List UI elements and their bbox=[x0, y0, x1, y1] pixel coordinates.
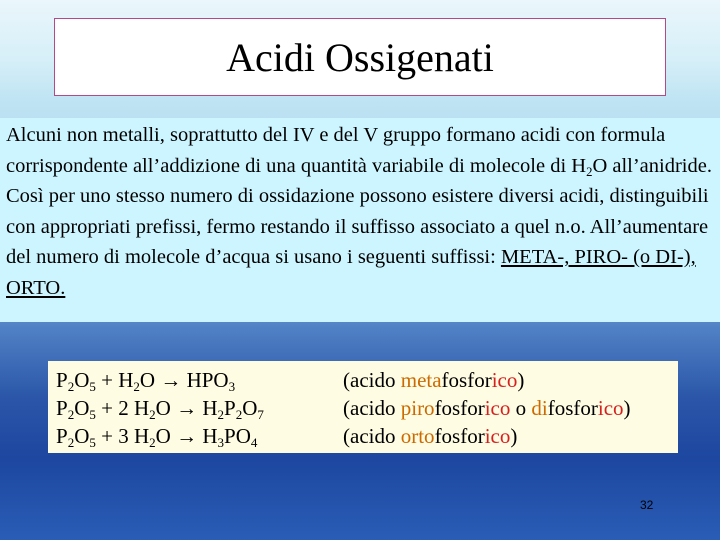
equation-reaction: $P_2O_5 + 3$ $H_2O \to H_3PO_4$ bbox=[56, 424, 258, 450]
page-number: 32 bbox=[640, 498, 654, 512]
prefix-di: di bbox=[531, 396, 548, 420]
prefix-meta: meta bbox=[400, 368, 442, 392]
acid-name: (acido ortofosforico) bbox=[343, 424, 518, 448]
prefix-orto: orto bbox=[400, 424, 435, 448]
title-box bbox=[54, 18, 666, 96]
subscript-2: 2 bbox=[586, 164, 593, 179]
equation-reaction: $P_2O_5 + H_2O \to HPO_3$ bbox=[56, 368, 236, 394]
slide-title: Acidi Ossigenati bbox=[226, 34, 494, 80]
suffix-ico: ico bbox=[484, 396, 511, 420]
acid-name: (acido metafosforico) bbox=[343, 368, 525, 392]
suffix-ico: ico bbox=[484, 424, 511, 448]
suffix-ico: ico bbox=[491, 368, 518, 392]
equation-row-pyrophosphoric bbox=[56, 394, 631, 422]
intro-text-box bbox=[0, 118, 720, 322]
suffix-list: META-, PIRO- (o DI-), ORTO. bbox=[6, 246, 696, 299]
acid-name: (acido pirofosforico o difosforico) bbox=[343, 396, 631, 420]
equations-box bbox=[48, 361, 678, 453]
equation-row-orthophosphoric bbox=[56, 422, 518, 450]
prefix-piro: piro bbox=[400, 396, 435, 420]
intro-text-part1: Alcuni non metalli, soprattutto del IV e del V gruppo formano acidi con formula corrispondente all’addizione di una quantità variabile di molecole di H bbox=[6, 124, 666, 177]
intro-text-part2: O all’anidride. Così per uno stesso numero di ossidazione possono esistere diversi acidi, distinguibili con appropriati prefissi, fermo restando il suffisso associato a quel n.o. All’aumentare del numero di molecole d’acqua si usano i seguenti suffissi: bbox=[6, 154, 712, 268]
equation-reaction: $P_2O_5 + 2$ $H_2O \to H_2P_2O_7$ bbox=[56, 396, 264, 422]
suffix-ico: ico bbox=[597, 396, 624, 420]
equation-row-metaphosphoric bbox=[56, 366, 525, 394]
